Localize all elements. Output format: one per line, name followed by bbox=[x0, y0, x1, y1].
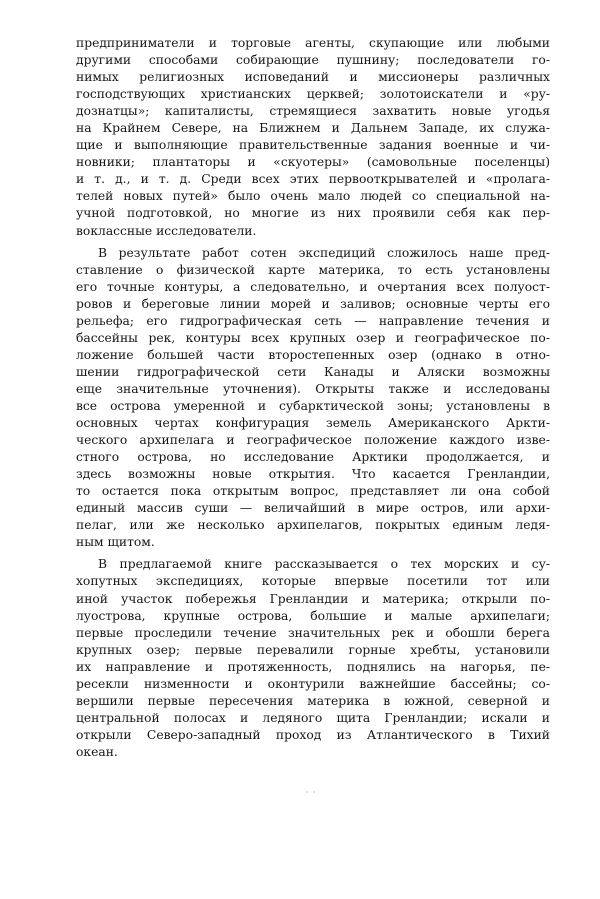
text-line: другими способами собирающие пушнину; последователи го- bbox=[76, 53, 550, 68]
text-line: предприниматели и торговые агенты, скупающие или любыми bbox=[76, 36, 550, 50]
text-line: рельефа; его гидрографическая сеть — направление течения и bbox=[76, 313, 550, 328]
text-line: иной участок побережья Гренландии и материка; открыли по- bbox=[76, 591, 550, 606]
paragraph-2 bbox=[76, 245, 550, 552]
text-line: хопутных экспедициях, которые впервые посетили тот или bbox=[76, 574, 550, 589]
text-line: ставление о физической карте материка, то есть установлены bbox=[76, 262, 550, 277]
text-line: ческого архипелага и географическое положение каждого изве- bbox=[76, 433, 550, 448]
text-line: шении гидрографической сети Канады и Аляски возможны bbox=[76, 364, 550, 379]
text-line: дознатцы»; капиталисты, стремящиеся захватить новые угодья bbox=[76, 104, 550, 119]
text-line: океан. bbox=[76, 744, 118, 759]
text-line: первые проследили течение значительных рек и обошли берега bbox=[76, 625, 550, 640]
text-line: здесь возможны новые открытия. Что касается Гренландии, bbox=[76, 467, 550, 482]
paragraph-1 bbox=[76, 35, 550, 240]
text-line: ным щитом. bbox=[76, 535, 155, 550]
paragraph-3 bbox=[76, 556, 550, 761]
text-line: центральной полосах и ледяного щита Гренландии; искали и bbox=[76, 710, 550, 725]
text-line: ресекли низменности и оконтурили важнейшие бассейны; со- bbox=[76, 676, 550, 691]
text-line: господствующих христианских церквей; золотоискатели и «ру- bbox=[76, 87, 550, 102]
text-line: нимых религиозных исповеданий и миссионеры различных bbox=[76, 70, 550, 85]
page-text-body bbox=[76, 35, 550, 761]
text-line: все острова умеренной и субарктической зоны; установлены в bbox=[76, 398, 550, 413]
text-line: новники; плантаторы и «скуотеры» (самовольные поселенцы) bbox=[76, 155, 550, 170]
text-line: основных чертах конфигурация земель Американского Аркти- bbox=[76, 416, 550, 431]
text-line: еще значительные уточнения). Открыты также и исследованы bbox=[76, 381, 550, 396]
text-line: его точные контуры, а следовательно, и очертания всех полуост- bbox=[76, 279, 550, 294]
text-line: и т. д., и т. д. Среди всех этих первооткрывателей и «пролага- bbox=[76, 172, 550, 187]
text-line: то остается пока открытым вопрос, представляет ли она собой bbox=[76, 484, 550, 499]
text-line: луострова, крупные острова, большие и малые архипелаги; bbox=[76, 608, 550, 623]
text-line: стного острова, но исследование Арктики продолжается, и bbox=[76, 450, 550, 465]
footer-mark: · · bbox=[306, 788, 317, 797]
text-line: вершили первые пересечения материка в южной, северной и bbox=[76, 693, 550, 708]
text-line: бассейны рек, контуры всех крупных озер и географическое по- bbox=[76, 330, 550, 345]
text-line: В предлагаемой книге рассказывается о тех морских и су- bbox=[98, 557, 550, 572]
text-line: щие и выполняющие правительственные задания военные и чи- bbox=[76, 138, 550, 153]
text-line: их направление и протяженность, поднялись на нагорья, пе- bbox=[76, 659, 550, 674]
text-line: крупных озер; первые перевалили горные хребты, установили bbox=[76, 642, 550, 657]
text-line: открыли Северо-западный проход из Атлантического в Тихий bbox=[76, 727, 550, 742]
text-line: ровов и береговые линии морей и заливов; основные черты его bbox=[76, 296, 550, 311]
text-line: на Крайнем Севере, на Ближнем и Дальнем Западе, их служа- bbox=[76, 121, 550, 136]
text-line: В результате работ сотен экспедиций сложилось наше пред- bbox=[98, 245, 550, 260]
text-line: учной подготовкой, но многие из них проявили себя как пер- bbox=[76, 206, 550, 221]
text-line: единый массив суши — величайший в мире остров, или архи- bbox=[76, 501, 550, 516]
text-line: телей новых путей» было очень мало людей со специальной на- bbox=[76, 189, 550, 204]
text-line: пелаг, или же несколько архипелагов, покрытых единым ледя- bbox=[76, 518, 550, 533]
text-line: ложение большей части второстепенных озер (однако в отно- bbox=[76, 347, 550, 362]
text-line: воклассные исследователи. bbox=[76, 223, 257, 238]
